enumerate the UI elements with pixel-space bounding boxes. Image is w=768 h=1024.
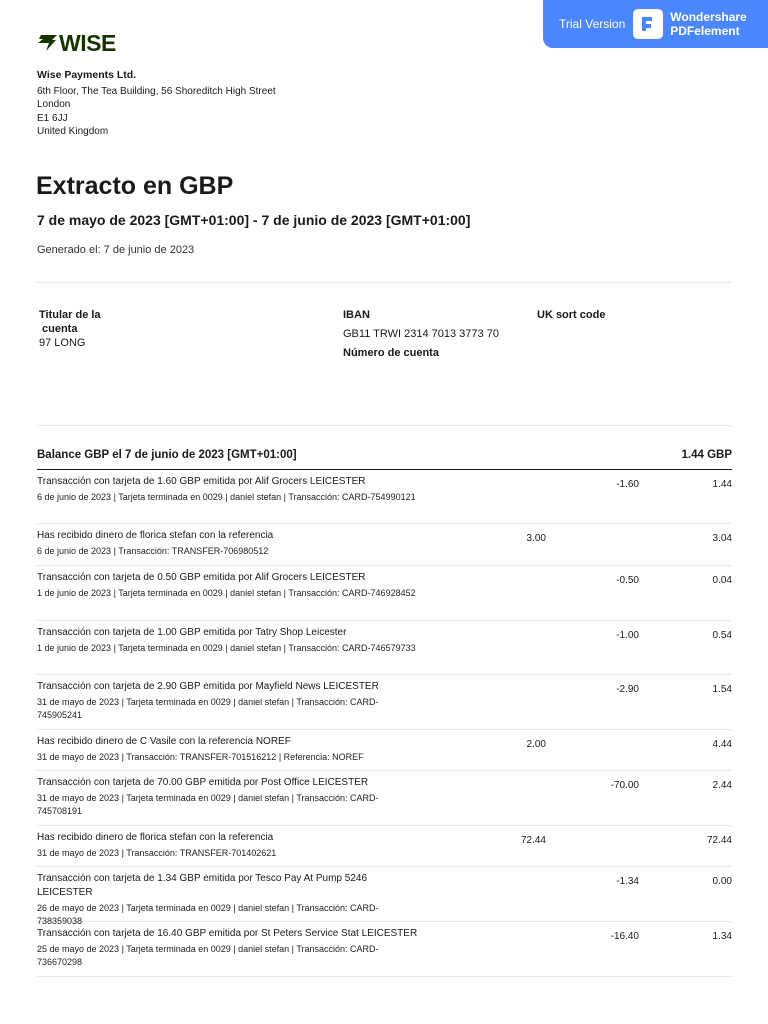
account-holder-label [39,308,101,336]
pdfelement-brand [670,10,746,38]
table-row [37,524,732,566]
trial-version-label: Trial Version [559,17,626,31]
sort-code-label: UK sort code [537,309,606,321]
balance-header [37,449,732,470]
transaction-description: Transacción con tarjeta de 2.90 GBP emitida por Mayfield News LEICESTER [37,681,379,692]
amount-out: -1.60 [616,479,639,490]
account-number-label: Número de cuenta [343,347,439,359]
amount-out: -70.00 [610,780,639,791]
generated-date: Generado el: 7 de junio de 2023 [37,244,195,256]
address-line: 6th Floor, The Tea Building, 56 Shoreditch High Street [37,85,276,97]
company-name: Wise Payments Ltd. [37,69,137,81]
transaction-meta: 31 de mayo de 2023 | Transacción: TRANSFER-701516212 | Referencia: NOREF [37,752,364,762]
amount-out: -16.40 [610,931,639,942]
table-row [37,621,732,675]
running-balance: 0.00 [712,876,732,887]
running-balance: 4.44 [712,739,732,750]
amount-out: -2.90 [616,684,639,695]
table-row [37,730,732,771]
running-balance: 3.04 [712,533,732,544]
transaction-meta: 31 de mayo de 2023 | Transacción: TRANSFER-701402621 [37,848,277,858]
transaction-description: Has recibido dinero de C Vasile con la referencia NOREF [37,736,291,747]
table-row [37,470,732,524]
pdfelement-logo-icon [633,9,663,39]
brand-line-1: Wondershare [670,10,747,24]
address-line: United Kingdom [37,126,109,137]
statement-title: Extracto en GBP [36,172,234,200]
account-holder-label-line1: Titular de la [39,309,101,321]
amount-out: -1.34 [616,876,639,887]
amount-out: -1.00 [616,630,639,641]
table-row [37,922,732,977]
transaction-list [37,470,732,977]
transaction-description: Transacción con tarjeta de 70.00 GBP emitida por Post Office LEICESTER [37,777,369,788]
transaction-meta: 31 de mayo de 2023 | Tarjeta terminada en 0029 | daniel stefan | Transacción: CARD-745905241 [37,697,379,720]
transaction-meta: 25 de mayo de 2023 | Tarjeta terminada en 0029 | daniel stefan | Transacción: CARD-736670298 [37,944,379,967]
wise-logo [37,30,116,56]
running-balance: 1.44 [712,479,732,490]
transaction-description: Transacción con tarjeta de 1.00 GBP emitida por Tatry Shop Leicester [37,627,347,638]
transaction-description: Transacción con tarjeta de 1.34 GBP emitida por Tesco Pay At Pump 5246 LEICESTER [37,873,368,898]
transaction-description: Has recibido dinero de florica stefan con la referencia [37,832,274,843]
transaction-description: Transacción con tarjeta de 16.40 GBP emitida por St Peters Service Stat LEICESTER [37,928,418,939]
table-row [37,826,732,867]
wise-logo-text: WISE [59,30,116,56]
balance-amount: 1.44 GBP [681,449,732,461]
transaction-description: Transacción con tarjeta de 1.60 GBP emitida por Alif Grocers LEICESTER [37,476,366,487]
table-row [37,675,732,730]
transaction-description: Has recibido dinero de florica stefan con la referencia [37,530,274,541]
brand-line-2: PDFelement [670,24,740,38]
amount-in: 3.00 [526,533,546,544]
transaction-meta: 1 de junio de 2023 | Tarjeta terminada en 0029 | daniel stefan | Transacción: CARD-746579733 [37,643,416,653]
iban-label: IBAN [343,309,370,321]
address-line: E1 6JJ [37,112,68,124]
running-balance: 72.44 [706,835,732,846]
table-row [37,566,732,621]
account-holder-value: 97 LONG [39,337,86,349]
running-balance: 0.04 [712,575,732,586]
iban-value: GB11 TRWI 2314 7013 3773 70 [343,328,499,340]
balance-label: Balance GBP el 7 de junio de 2023 [GMT+01:00] [37,449,297,461]
statement-period: 7 de mayo de 2023 [GMT+01:00] - 7 de junio de 2023 [GMT+01:00] [37,212,471,228]
company-address [37,69,276,139]
transaction-meta: 26 de mayo de 2023 | Tarjeta terminada en 0029 | daniel stefan | Transacción: CARD-738359038 [37,903,379,926]
amount-out: -0.50 [616,575,639,586]
running-balance: 0.54 [712,630,732,641]
amount-in: 72.44 [520,835,546,846]
account-holder-label-line2: cuenta [42,323,78,335]
divider [37,425,732,426]
running-balance: 2.44 [712,780,732,791]
amount-in: 2.00 [526,739,546,750]
transaction-description: Transacción con tarjeta de 0.50 GBP emitida por Alif Grocers LEICESTER [37,572,366,583]
divider [37,282,732,283]
transaction-meta: 31 de mayo de 2023 | Tarjeta terminada en 0029 | daniel stefan | Transacción: CARD-745708191 [37,793,379,816]
table-row [37,771,732,826]
trial-version-banner[interactable] [543,0,768,48]
transaction-meta: 6 de junio de 2023 | Tarjeta terminada en 0029 | daniel stefan | Transacción: CARD-754990121 [37,492,416,502]
transaction-meta: 1 de junio de 2023 | Tarjeta terminada en 0029 | daniel stefan | Transacción: CARD-746928452 [37,588,416,598]
address-line: London [37,99,71,110]
wise-flag-icon [37,34,57,52]
running-balance: 1.54 [712,684,732,695]
transaction-meta: 6 de junio de 2023 | Transacción: TRANSFER-706980512 [37,546,269,556]
table-row [37,867,732,926]
running-balance: 1.34 [712,931,732,942]
